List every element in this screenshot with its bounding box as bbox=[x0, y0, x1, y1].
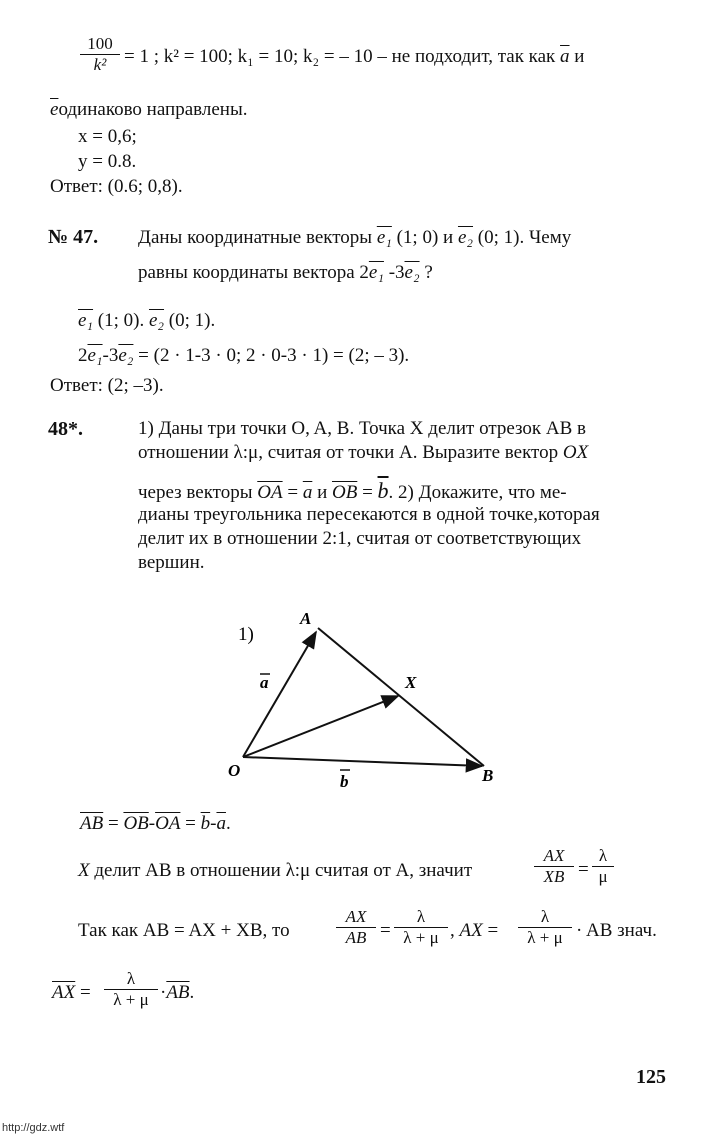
top-line-2-text: одинаково направлены. bbox=[58, 99, 248, 120]
eq-sign-2: = bbox=[380, 920, 391, 941]
p47-line2-a: равны координаты вектора 2 bbox=[138, 262, 369, 283]
p47-coord1: (1; 0) и bbox=[396, 227, 454, 248]
frac5-den: λ + μ bbox=[527, 928, 563, 947]
vector-b-p48: $\overline{b}$ bbox=[377, 478, 389, 503]
p47-answer: Ответ: (2; –3). bbox=[50, 375, 164, 396]
x-value-line: x = 0,6; bbox=[78, 126, 137, 147]
solution-line-3-mid: , AX = bbox=[450, 920, 499, 941]
vector-e2-b: e₂ bbox=[404, 262, 420, 283]
frac3-den: AB bbox=[345, 928, 367, 947]
fraction-lambda-sum-1 bbox=[394, 907, 448, 948]
p48-line3-a: через векторы bbox=[138, 482, 253, 503]
solution-line-2 bbox=[78, 860, 472, 882]
fraction-lambda-mu bbox=[592, 846, 614, 887]
p47-sol2-rest: = (2 · 1-3 · 0; 2 · 0-3 · 1) = (2; – 3). bbox=[138, 345, 410, 366]
figure-label: 1) bbox=[238, 624, 254, 645]
fraction-lambda-sum-3 bbox=[104, 969, 158, 1010]
vector-ob: $\overline{OB}$ bbox=[331, 482, 358, 503]
vector-a: $\overline{a}$ bbox=[560, 46, 570, 67]
sol-vector-a: $\overline{a}$ bbox=[216, 813, 226, 834]
p48-and: и bbox=[317, 482, 328, 503]
problem-48-line-5: делит их в отношении 2:1, считая от соответствующих bbox=[138, 528, 582, 549]
top-line-1-text: = 1 ; k² = 100; k₁ = 10; k₂ = – 10 – не подходит, так как bbox=[124, 46, 556, 67]
frac1-den: XB bbox=[543, 867, 565, 886]
sol-x: X bbox=[78, 860, 90, 881]
p47-sol1-c1: (1; 0). bbox=[97, 310, 145, 331]
point-a-label: A bbox=[300, 609, 312, 628]
p47-line2-mid: -3 bbox=[388, 262, 405, 283]
top-answer: Ответ: (0.6; 0,8). bbox=[50, 176, 183, 197]
vector-e1-d: e₁ bbox=[87, 345, 103, 366]
solution-line-1: $\overline{AB} = \overline{OB}-\overline{OA} = \overline{b}-\overline{a}$. bbox=[80, 813, 231, 834]
frac5-num: λ bbox=[518, 907, 572, 928]
and-word: и bbox=[574, 46, 585, 67]
final-line-right: $\cdot\overline{AB}$. bbox=[160, 982, 195, 1003]
p48-eq1: = bbox=[287, 482, 299, 503]
point-x-label: X bbox=[405, 673, 417, 692]
side-ab bbox=[318, 628, 484, 766]
vector-e1: e₁ bbox=[376, 227, 392, 248]
p47-text-a: Даны координатные векторы bbox=[138, 227, 373, 248]
p47-sol2-pre: 2 bbox=[78, 345, 88, 366]
sol-vector-ab: $\overline{AB}$ bbox=[80, 813, 104, 834]
sol-vector-ob: $\overline{OB}$ bbox=[123, 813, 149, 834]
sol-ax: AX bbox=[459, 920, 483, 941]
eq-sign-1: = bbox=[578, 859, 589, 880]
fraction-ax-ab bbox=[336, 907, 376, 948]
vector-e2-c: e₂ bbox=[148, 310, 165, 331]
problem-48-number: 48*. bbox=[48, 418, 83, 440]
frac3-num: AX bbox=[336, 907, 376, 928]
vector-a-p48: $\overline{a}$ bbox=[302, 482, 313, 503]
p48-line2-a: отношении λ:μ, считая от точки A. Выразите вектор bbox=[138, 442, 559, 463]
frac4-den: λ + μ bbox=[403, 928, 439, 947]
p47-coord2: (0; 1). Чему bbox=[477, 227, 572, 248]
problem-48-line-6: вершин. bbox=[138, 552, 205, 573]
final-vector-ab: $\overline{AB}$ bbox=[166, 982, 190, 1003]
sol-vector-b: $\overline{b}$ bbox=[200, 813, 211, 834]
point-b-label: B bbox=[482, 766, 494, 785]
sol-vector-oa: $\overline{OA}$ bbox=[155, 813, 181, 834]
vector-ox-arrow bbox=[243, 696, 398, 757]
frac2-num: λ bbox=[592, 846, 614, 867]
vector-b-label: b bbox=[340, 772, 349, 791]
sol-line2-text: делит AB в отношении λ:μ считая от A, значит bbox=[94, 860, 473, 881]
final-line-left: $\overline{AX}$ = bbox=[52, 982, 91, 1003]
solution-line-3-a: Так как AB = AX + XB, то bbox=[78, 920, 290, 941]
p48-line3-b: . 2) Докажите, что ме- bbox=[388, 482, 567, 503]
fraction-lambda-sum-2 bbox=[518, 907, 572, 948]
frac4-num: λ bbox=[394, 907, 448, 928]
frac6-den: λ + μ bbox=[113, 990, 149, 1009]
frac1-num: AX bbox=[534, 846, 574, 867]
page-number: 125 bbox=[636, 1066, 666, 1088]
p47-sol1-c2: (0; 1). bbox=[168, 310, 216, 331]
vector-e2: e₂ bbox=[457, 227, 474, 248]
vector-a-label: a bbox=[260, 673, 269, 692]
fraction-ax-xb bbox=[534, 846, 574, 887]
problem-48-line-4: дианы треугольника пересекаются в одной точке,которая bbox=[138, 504, 600, 525]
p48-line2-ox: OX bbox=[562, 442, 589, 463]
vector-e2-d: e₂ bbox=[118, 345, 134, 366]
y-value-line: y = 0.8. bbox=[78, 151, 137, 172]
p47-line2-end: ? bbox=[424, 262, 433, 283]
frac2-den: μ bbox=[598, 867, 608, 886]
frac6-num: λ bbox=[104, 969, 158, 990]
point-o-label: O bbox=[228, 761, 241, 780]
vector-e1-b: e₁ bbox=[368, 262, 384, 283]
solution-line-3-end: · AB знач. bbox=[576, 920, 657, 941]
vector-oa: $\overline{OA}$ bbox=[257, 482, 283, 503]
final-vector-ax: $\overline{AX}$ bbox=[52, 982, 76, 1003]
vector-e: $\overline{e}$ bbox=[50, 99, 59, 120]
p47-sol2-mid: -3 bbox=[102, 345, 119, 366]
top-fraction-den: k² bbox=[93, 55, 107, 74]
problem-48-line-1: 1) Даны три точки O, A, B. Точка X делит отрезок AB в bbox=[138, 418, 587, 439]
p48-eq2: = bbox=[362, 482, 373, 503]
sol-line1-tail: . bbox=[225, 813, 231, 834]
vector-ob-arrow bbox=[243, 757, 482, 766]
sol-eq-1: = bbox=[107, 813, 119, 834]
sol-comma: , bbox=[450, 920, 455, 941]
watermark-url: http://gdz.wtf bbox=[2, 1122, 65, 1134]
sol-eq-2: = bbox=[185, 813, 196, 834]
top-fraction-num: 100 bbox=[80, 34, 120, 55]
vector-oa-arrow bbox=[243, 632, 316, 757]
vector-e1-c: e₁ bbox=[78, 310, 94, 331]
problem-47-number: № 47. bbox=[48, 226, 99, 248]
final-tail: . bbox=[189, 982, 195, 1003]
